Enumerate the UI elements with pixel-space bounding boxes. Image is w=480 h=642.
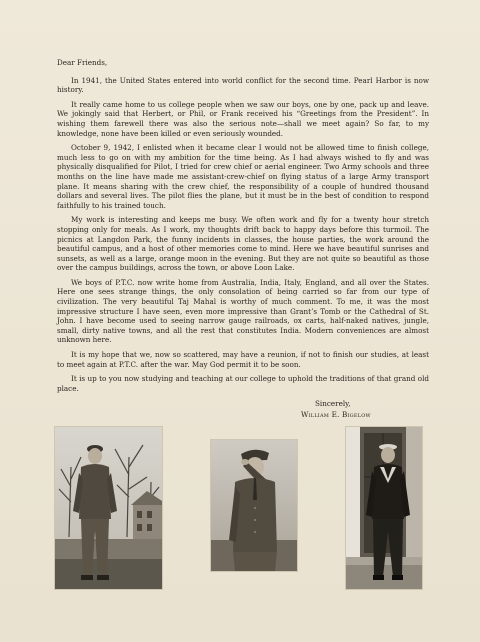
letter-paragraph: We boys of P.T.C. now write home from Australia, India, Italy, England, and all over the States. Here one sees strange things, the only consolation of being carried so far from our type of civilization. The very beautiful Taj Mahal is worthy of much comment. To me, it was the most impressive structure I have seen, even more impressive than Grant’s Tomb or the Cathedral of St. John. I have become used to seeing narrow gauge railroads, ox carts, half-naked natives, jungle, small, dirty native towns, and all the rest that constitutes India. Modern conveniences are almost unknown here. <box>57 277 429 345</box>
letter-paragraph: My work is interesting and keeps me busy. We often work and fly for a twenty hour stretch stopping only for meals. As I work, my thoughts drift back to happy days before this turmoil. The picnics at Langdon Park, the funny incidents in classes, the house parties, the work around the beautiful campus, and a host of other memories come to mind. Here we have beautiful sunrises and sunsets, as well as a large, orange moon in the evening. But they are not quite so beautiful as those over the campus buildings, across the town, or above Loon Lake. <box>57 215 429 273</box>
letter-paragraph: It really came home to us college people when we saw our boys, one by one, pack up and leave. We jokingly said that Herbert, or Phil, or Frank received his “Greetings from the President”. In wishing them farewell there was also the serious note—shall we meet again? So far, to my knowledge, none have been killed or even seriously wounded. <box>57 99 429 138</box>
closing-salutation: Sincerely, <box>315 399 351 409</box>
photo-soldier-outdoors-image <box>55 427 162 589</box>
letter-paragraph: October 9, 1942, I enlisted when it became clear I would not be allowed time to finish college, much less to go on with my ambition for the time being. As I had always wished to fly and was physically disqualified for Pilot, I tried for crew chief or aerial engineer. Two Army schools and three months on the line have made me assistant-crew-chief on flying status of a large Army transport plane. It means sharing with the crew chief, the responsibility of a couple of hundred thousand dollars and several lives. The pilot flies the plane, but it must be in the best of condition to respond faithfully to his trained touch. <box>57 143 429 210</box>
letter-greeting: Dear Friends, <box>57 58 108 67</box>
photo-sailor-doorway <box>346 427 422 589</box>
photo-soldier-saluting <box>211 440 297 571</box>
signature-name: William E. Bigelow <box>301 410 371 420</box>
photo-soldier-outdoors <box>55 427 162 589</box>
letter-paragraph: It is up to you now studying and teaching at our college to uphold the traditions of that grand old place. <box>57 374 429 393</box>
letter-closing <box>301 398 429 420</box>
photo-sailor-doorway-image <box>346 427 422 589</box>
letter-paragraph: In 1941, the United States entered into world conflict for the second time. Pearl Harbor is now history. <box>57 75 429 95</box>
letter-body <box>57 58 429 420</box>
photo-soldier-saluting-image <box>211 440 297 571</box>
letter-paragraph: It is my hope that we, now so scattered, may have a reunion, if not to finish our studies, at least to meet again at P.T.C. after the war. May God permit it to be soon. <box>57 350 429 369</box>
